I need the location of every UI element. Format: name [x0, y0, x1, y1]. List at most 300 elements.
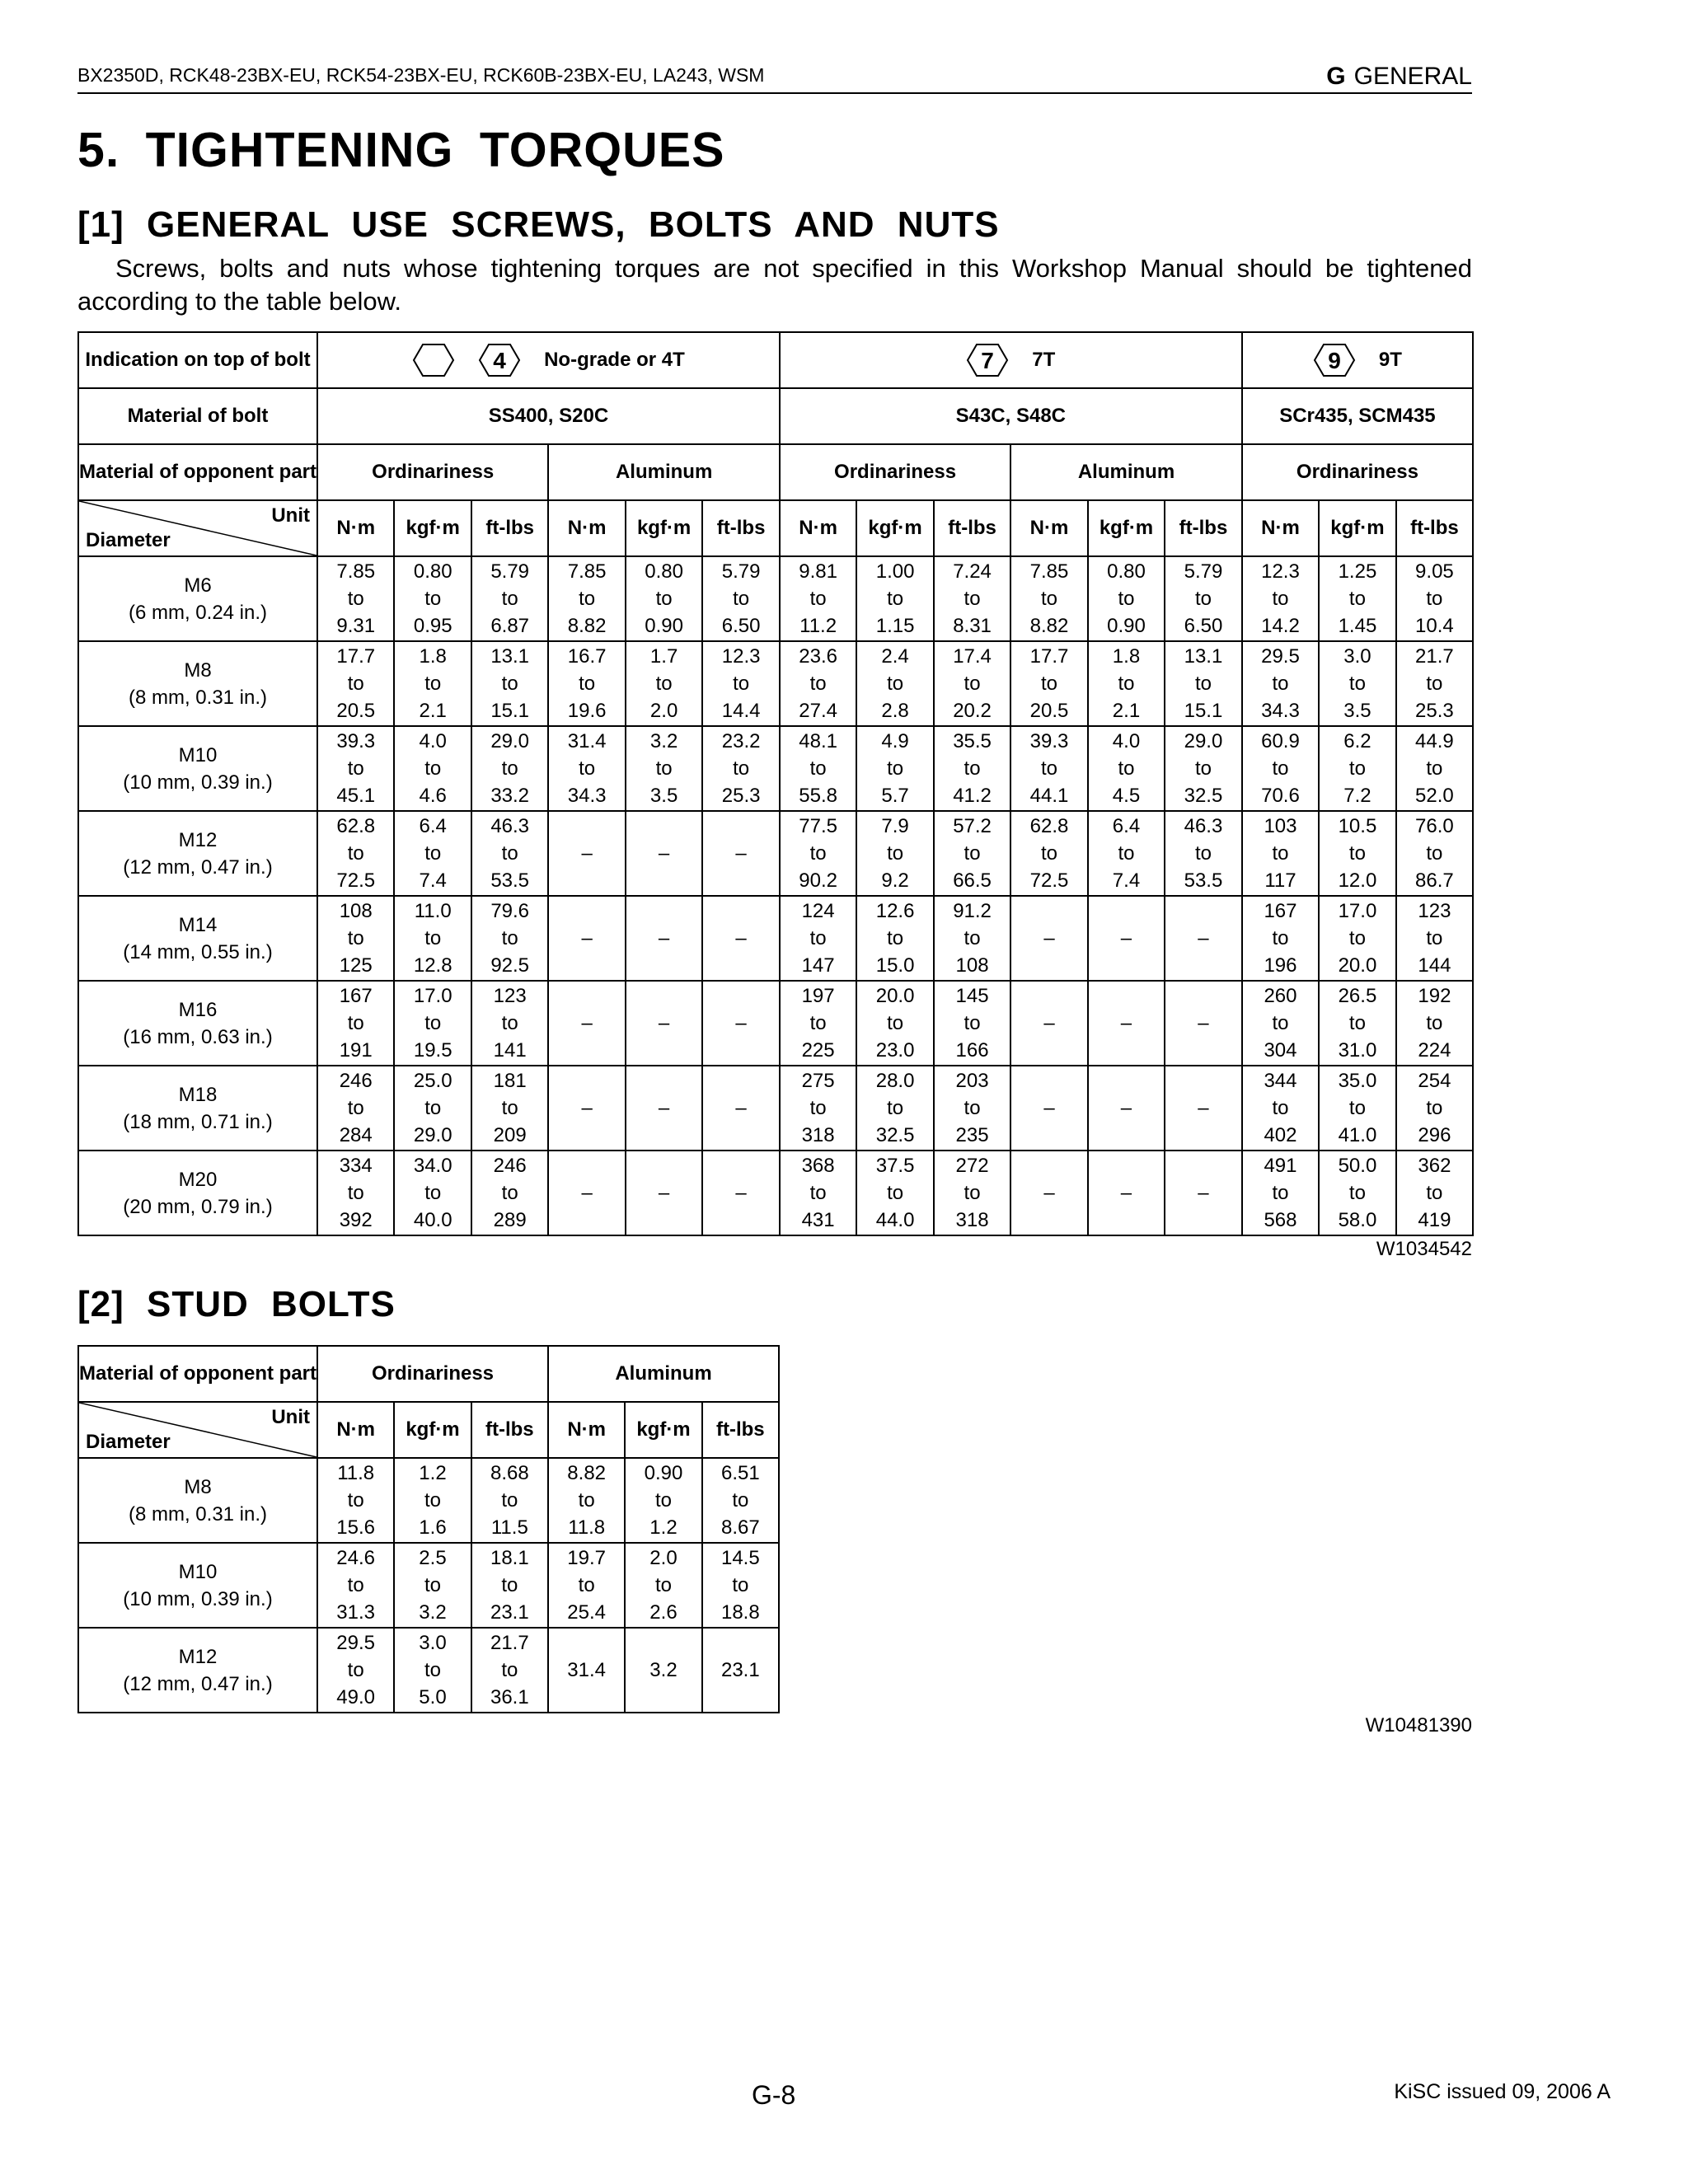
torque-value: 10.5 [1338, 815, 1377, 837]
stud-unit-row [78, 1402, 779, 1458]
table-row [78, 556, 1473, 641]
torque-value: 11.2 [799, 615, 837, 637]
material-9t: SCr435, SCM435 [1242, 388, 1473, 444]
svg-text:4: 4 [493, 348, 506, 373]
torque-value: – [581, 1097, 593, 1119]
opponent-3: Aluminum [1010, 444, 1241, 500]
torque-value: 35.5 [953, 730, 992, 752]
torque-value: 141 [493, 1039, 527, 1062]
torque-value: 44.9 [1415, 730, 1454, 752]
torque-value: 6.4 [419, 815, 447, 837]
torque-value: 19.7 [567, 1547, 607, 1569]
torque-cell [1242, 981, 1319, 1066]
torque-value: – [1043, 927, 1055, 949]
torque-value: 1.8 [1112, 645, 1141, 668]
header-section-name: GENERAL [1353, 63, 1472, 90]
bolt-size-metric: (18 mm, 0.71 in.) [123, 1110, 273, 1133]
torque-value: to [1194, 757, 1212, 780]
bolt-size: M12 [178, 828, 218, 851]
torque-value: to [424, 673, 442, 695]
torque-cell [780, 641, 856, 726]
stud-unit-5: ft-lbs [702, 1402, 779, 1458]
unit-1: kgf·m [394, 500, 471, 556]
unit-14: ft-lbs [1396, 500, 1473, 556]
header-rule [77, 92, 1472, 94]
torque-value: to [964, 842, 981, 865]
torque-cell [934, 556, 1010, 641]
torque-value: to [501, 673, 518, 695]
torque-value: 29.0 [413, 1124, 452, 1146]
torque-value: – [735, 927, 747, 949]
torque-value: to [809, 927, 827, 949]
torque-value: 25.4 [567, 1601, 607, 1624]
torque-value: to [887, 1097, 904, 1119]
torque-cell [317, 1458, 394, 1543]
torque-value: 31.0 [1338, 1039, 1377, 1062]
torque-value: to [1426, 1182, 1443, 1204]
torque-cell [1165, 641, 1242, 726]
torque-cell [394, 1543, 471, 1628]
torque-cell [1319, 981, 1395, 1066]
torque-value: to [1194, 588, 1212, 610]
torque-value: to [654, 1489, 672, 1511]
torque-value: 32.5 [1184, 785, 1223, 807]
torque-cell [1396, 556, 1473, 641]
torque-value: – [658, 1097, 670, 1119]
torque-cell [317, 811, 394, 896]
torque-value: 209 [493, 1124, 527, 1146]
torque-cell [934, 811, 1010, 896]
torque-value: to [1272, 842, 1289, 865]
torque-value: to [1426, 842, 1443, 865]
stud-unit-label: Unit [271, 1406, 310, 1428]
torque-cell [1242, 556, 1319, 641]
torque-value: 14.4 [721, 700, 761, 722]
torque-cell [702, 641, 780, 726]
torque-value: to [964, 588, 981, 610]
torque-value: to [1272, 757, 1289, 780]
torque-value: 23.6 [799, 645, 837, 668]
torque-value: 491 [1264, 1155, 1297, 1177]
stud-diameter-cell [78, 1458, 317, 1543]
torque-value: 40.0 [413, 1209, 452, 1231]
torque-value: – [581, 1012, 593, 1034]
torque-value: 145 [955, 985, 989, 1007]
grade-4-hexagon-icon [478, 343, 521, 377]
torque-cell [394, 556, 471, 641]
bolt-size-metric: (8 mm, 0.31 in.) [128, 1502, 268, 1526]
torque-value: – [1043, 1012, 1055, 1034]
torque-value: 60.9 [1261, 730, 1300, 752]
torque-cell [702, 1628, 779, 1713]
torque-cell [856, 1151, 933, 1235]
unit-4: kgf·m [626, 500, 702, 556]
torque-value: 48.1 [799, 730, 837, 752]
torque-cell [702, 896, 780, 981]
torque-value: 6.4 [1112, 815, 1141, 837]
bolt-size: M6 [184, 574, 212, 597]
torque-cell [856, 896, 933, 981]
torque-value: to [1272, 927, 1289, 949]
page-title: 5. TIGHTENING TORQUES [77, 123, 725, 177]
torque-value: 39.3 [336, 730, 376, 752]
torque-value: 296 [1418, 1124, 1451, 1146]
torque-value: 224 [1418, 1039, 1451, 1062]
torque-value: 123 [493, 985, 527, 1007]
torque-cell [1396, 811, 1473, 896]
torque-cell [548, 896, 625, 981]
torque-value: to [1426, 927, 1443, 949]
torque-value: 34.3 [1261, 700, 1300, 722]
torque-cell [1088, 641, 1165, 726]
torque-cell [1396, 981, 1473, 1066]
torque-value: 203 [955, 1070, 989, 1092]
unit-3: N·m [548, 500, 625, 556]
torque-value: 76.0 [1415, 815, 1454, 837]
grade-7t-label: 7T [1032, 349, 1056, 371]
stud-opponent-label: Material of opponent part [78, 1346, 317, 1402]
torque-value: 17.7 [1029, 645, 1069, 668]
torque-value: to [1426, 673, 1443, 695]
torque-value: to [501, 1097, 518, 1119]
section1-intro: Screws, bolts and nuts whose tightening torques are not specified in this Workshop Manual should be tightened according to the table below. [77, 254, 1472, 316]
torque-value: 12.8 [413, 954, 452, 977]
torque-cell [1242, 1066, 1319, 1151]
torque-value: to [1348, 757, 1366, 780]
torque-value: 14.2 [1261, 615, 1300, 637]
torque-value: – [735, 1097, 747, 1119]
torque-cell [702, 1543, 779, 1628]
torque-cell [1165, 981, 1242, 1066]
torque-cell [626, 641, 702, 726]
torque-value: 20.5 [336, 700, 376, 722]
torque-value: to [424, 1097, 442, 1119]
torque-value: 12.3 [1261, 560, 1300, 583]
torque-value: 7.4 [1112, 869, 1141, 892]
torque-value: 66.5 [953, 869, 992, 892]
torque-cell [934, 981, 1010, 1066]
indication-row [78, 332, 1473, 388]
grade-9t-label: 9T [1378, 349, 1402, 371]
torque-value: to [887, 757, 904, 780]
torque-cell [317, 1543, 394, 1628]
torque-value: to [654, 1574, 672, 1596]
torque-value: 90.2 [799, 869, 837, 892]
torque-value: to [501, 1012, 518, 1034]
torque-value: 8.67 [720, 1516, 760, 1539]
torque-value: to [1272, 588, 1289, 610]
torque-value: 46.3 [1184, 815, 1223, 837]
torque-value: 402 [1264, 1124, 1297, 1146]
torque-value: 13.1 [1184, 645, 1223, 668]
opponent-4: Ordinariness [1242, 444, 1473, 500]
torque-value: to [347, 1659, 364, 1681]
torque-cell [548, 1628, 625, 1713]
torque-cell [626, 981, 702, 1066]
torque-value: – [1198, 1182, 1209, 1204]
torque-value: 334 [339, 1155, 373, 1177]
torque-cell [626, 1066, 702, 1151]
torque-cell [394, 1458, 471, 1543]
torque-value: 0.90 [644, 1462, 683, 1484]
torque-value: 246 [493, 1155, 527, 1177]
torque-cell [1165, 1151, 1242, 1235]
grade-7t-cell [780, 332, 1242, 388]
torque-value: to [347, 588, 364, 610]
torque-cell [856, 726, 933, 811]
torque-cell [856, 811, 933, 896]
torque-value: 72.5 [336, 869, 376, 892]
torque-cell [1088, 1151, 1165, 1235]
torque-value: to [733, 673, 750, 695]
torque-value: to [1348, 673, 1366, 695]
torque-value: 24.6 [336, 1547, 376, 1569]
torque-value: to [1118, 842, 1135, 865]
torque-value: 1.2 [649, 1516, 678, 1539]
unit-6: N·m [780, 500, 856, 556]
torque-value: 0.95 [413, 615, 452, 637]
torque-value: 6.50 [721, 615, 761, 637]
torque-value: 8.31 [953, 615, 992, 637]
torque-cell [702, 811, 780, 896]
torque-cell [1088, 1066, 1165, 1151]
torque-value: 29.5 [336, 1632, 376, 1654]
torque-value: to [809, 1012, 827, 1034]
torque-cell [471, 1543, 548, 1628]
torque-cell [934, 726, 1010, 811]
torque-value: to [579, 757, 596, 780]
unit-9: N·m [1010, 500, 1087, 556]
torque-cell [471, 1628, 548, 1713]
torque-value: to [964, 1182, 981, 1204]
torque-cell [934, 641, 1010, 726]
bolt-size-metric: (20 mm, 0.79 in.) [123, 1195, 273, 1218]
issue-info: KiSC issued 09, 2006 A [1394, 2080, 1611, 2103]
torque-value: 9.05 [1415, 560, 1454, 583]
torque-value: to [347, 1012, 364, 1034]
torque-cell [934, 1066, 1010, 1151]
torque-value: – [735, 842, 747, 865]
torque-value: – [1120, 1012, 1132, 1034]
torque-value: 49.0 [336, 1686, 376, 1708]
torque-value: to [887, 842, 904, 865]
torque-value: to [887, 673, 904, 695]
page-number: G-8 [752, 2080, 796, 2110]
torque-value: to [1272, 1097, 1289, 1119]
torque-value: to [1348, 842, 1366, 865]
torque-value: 246 [339, 1070, 373, 1092]
stud-unit-2: ft-lbs [471, 1402, 548, 1458]
torque-value: to [1194, 673, 1212, 695]
torque-value: – [658, 842, 670, 865]
torque-cell [548, 1543, 625, 1628]
torque-value: 1.45 [1338, 615, 1377, 637]
torque-value: – [1120, 1097, 1132, 1119]
torque-value: 15.1 [490, 700, 530, 722]
torque-value: to [1426, 757, 1443, 780]
torque-value: 196 [1264, 954, 1297, 977]
torque-cell [856, 556, 933, 641]
torque-value: to [887, 1012, 904, 1034]
torque-value: 7.85 [567, 560, 607, 583]
torque-cell [1242, 896, 1319, 981]
torque-value: to [1348, 927, 1366, 949]
torque-value: 2.0 [649, 700, 678, 722]
torque-value: 431 [801, 1209, 835, 1231]
stud-diameter-label: Diameter [86, 1431, 171, 1453]
torque-value: to [1118, 673, 1135, 695]
torque-value: 29.0 [1184, 730, 1223, 752]
stud-diameter-cell [78, 1628, 317, 1713]
stud-unit-0: N·m [317, 1402, 394, 1458]
torque-value: to [964, 1012, 981, 1034]
torque-value: 53.5 [490, 869, 530, 892]
torque-value: 167 [1264, 900, 1297, 922]
opponent-1: Aluminum [548, 444, 779, 500]
torque-cell [1242, 1151, 1319, 1235]
torque-value: 25.3 [721, 785, 761, 807]
torque-value: 2.1 [1112, 700, 1141, 722]
torque-value: 11.5 [490, 1516, 528, 1539]
torque-value: 368 [801, 1155, 835, 1177]
torque-value: 260 [1264, 985, 1297, 1007]
torque-value: 124 [801, 900, 835, 922]
torque-value: 7.4 [419, 869, 447, 892]
torque-value: 25.0 [413, 1070, 452, 1092]
torque-value: to [887, 1182, 904, 1204]
unit-11: ft-lbs [1165, 500, 1242, 556]
bolt-size-metric: (10 mm, 0.39 in.) [123, 771, 273, 794]
bolt-size: M12 [178, 1645, 218, 1668]
torque-cell [1319, 1151, 1395, 1235]
torque-value: to [424, 588, 442, 610]
torque-cell [780, 726, 856, 811]
bolt-size: M10 [178, 1560, 218, 1583]
diameter-cell [78, 811, 317, 896]
torque-value: 7.24 [953, 560, 992, 583]
torque-value: 284 [339, 1124, 373, 1146]
torque-value: to [501, 1659, 518, 1681]
torque-cell [1242, 641, 1319, 726]
torque-value: to [1426, 1012, 1443, 1034]
table-row [78, 1066, 1473, 1151]
torque-value: – [581, 842, 593, 865]
torque-value: to [964, 673, 981, 695]
torque-value: 3.0 [419, 1632, 447, 1654]
bolt-size: M14 [178, 913, 218, 936]
torque-value: 1.15 [875, 615, 915, 637]
torque-value: 4.0 [1112, 730, 1141, 752]
torque-value: to [809, 1182, 827, 1204]
torque-value: 0.90 [1107, 615, 1146, 637]
torque-value: to [887, 588, 904, 610]
torque-value: 1.6 [419, 1516, 447, 1539]
torque-cell [1165, 726, 1242, 811]
torque-value: 19.5 [413, 1039, 452, 1062]
torque-value: 235 [955, 1124, 989, 1146]
grade-9t-cell [1242, 332, 1473, 388]
torque-cell [626, 1151, 702, 1235]
torque-value: 17.0 [413, 985, 452, 1007]
torque-value: 0.90 [645, 615, 683, 637]
torque-value: 3.2 [649, 1659, 678, 1681]
torque-value: 41.0 [1338, 1124, 1377, 1146]
torque-cell [625, 1543, 701, 1628]
torque-value: 86.7 [1415, 869, 1454, 892]
torque-value: to [347, 842, 364, 865]
torque-value: 44.0 [875, 1209, 915, 1231]
torque-value: to [501, 1489, 518, 1511]
torque-cell [1396, 896, 1473, 981]
torque-value: 19.6 [567, 700, 607, 722]
torque-value: 108 [955, 954, 989, 977]
torque-value: 0.80 [413, 560, 452, 583]
torque-value: – [658, 1182, 670, 1204]
diameter-cell [78, 1066, 317, 1151]
torque-value: 29.0 [490, 730, 530, 752]
torque-value: 11.0 [414, 900, 452, 922]
torque-cell [780, 981, 856, 1066]
torque-value: 147 [801, 954, 835, 977]
torque-value: 32.5 [875, 1124, 915, 1146]
torque-value: 4.5 [1112, 785, 1141, 807]
torque-value: 20.0 [1338, 954, 1377, 977]
table-row [78, 1458, 779, 1543]
bolt-size: M8 [184, 1475, 212, 1498]
opponent-label: Material of opponent part [78, 444, 317, 500]
torque-cell [1088, 896, 1165, 981]
torque-value: 18.1 [490, 1547, 529, 1569]
torque-cell [625, 1628, 701, 1713]
bolt-size: M8 [184, 658, 212, 682]
torque-value: 7.85 [1029, 560, 1069, 583]
torque-value: 7.9 [881, 815, 909, 837]
unit-8: ft-lbs [934, 500, 1010, 556]
unit-label: Unit [271, 504, 310, 527]
torque-value: to [1041, 757, 1058, 780]
torque-value: 1.8 [419, 645, 447, 668]
unit-2: ft-lbs [471, 500, 548, 556]
torque-cell [394, 1151, 471, 1235]
torque-value: to [887, 927, 904, 949]
unit-diameter-header [78, 500, 317, 556]
general-torque-table [77, 331, 1474, 1236]
torque-value: – [1198, 927, 1209, 949]
torque-value: 31.4 [567, 730, 607, 752]
torque-value: 37.5 [875, 1155, 915, 1177]
unit-0: N·m [317, 500, 394, 556]
torque-value: to [1272, 1012, 1289, 1034]
torque-value: 5.0 [419, 1686, 447, 1708]
torque-cell [702, 1458, 779, 1543]
torque-cell [626, 896, 702, 981]
diameter-label: Diameter [86, 529, 171, 551]
torque-cell [548, 1066, 625, 1151]
torque-value: 62.8 [1029, 815, 1069, 837]
torque-value: 9.31 [336, 615, 376, 637]
torque-cell [548, 1458, 625, 1543]
torque-value: 2.1 [419, 700, 447, 722]
torque-value: to [964, 1097, 981, 1119]
table-row [78, 811, 1473, 896]
torque-value: 7.85 [336, 560, 376, 583]
torque-value: 191 [339, 1039, 373, 1062]
torque-value: 17.0 [1338, 900, 1377, 922]
torque-value: 46.3 [490, 815, 530, 837]
torque-value: 192 [1418, 985, 1451, 1007]
torque-value: 20.5 [1029, 700, 1069, 722]
torque-cell [1242, 726, 1319, 811]
